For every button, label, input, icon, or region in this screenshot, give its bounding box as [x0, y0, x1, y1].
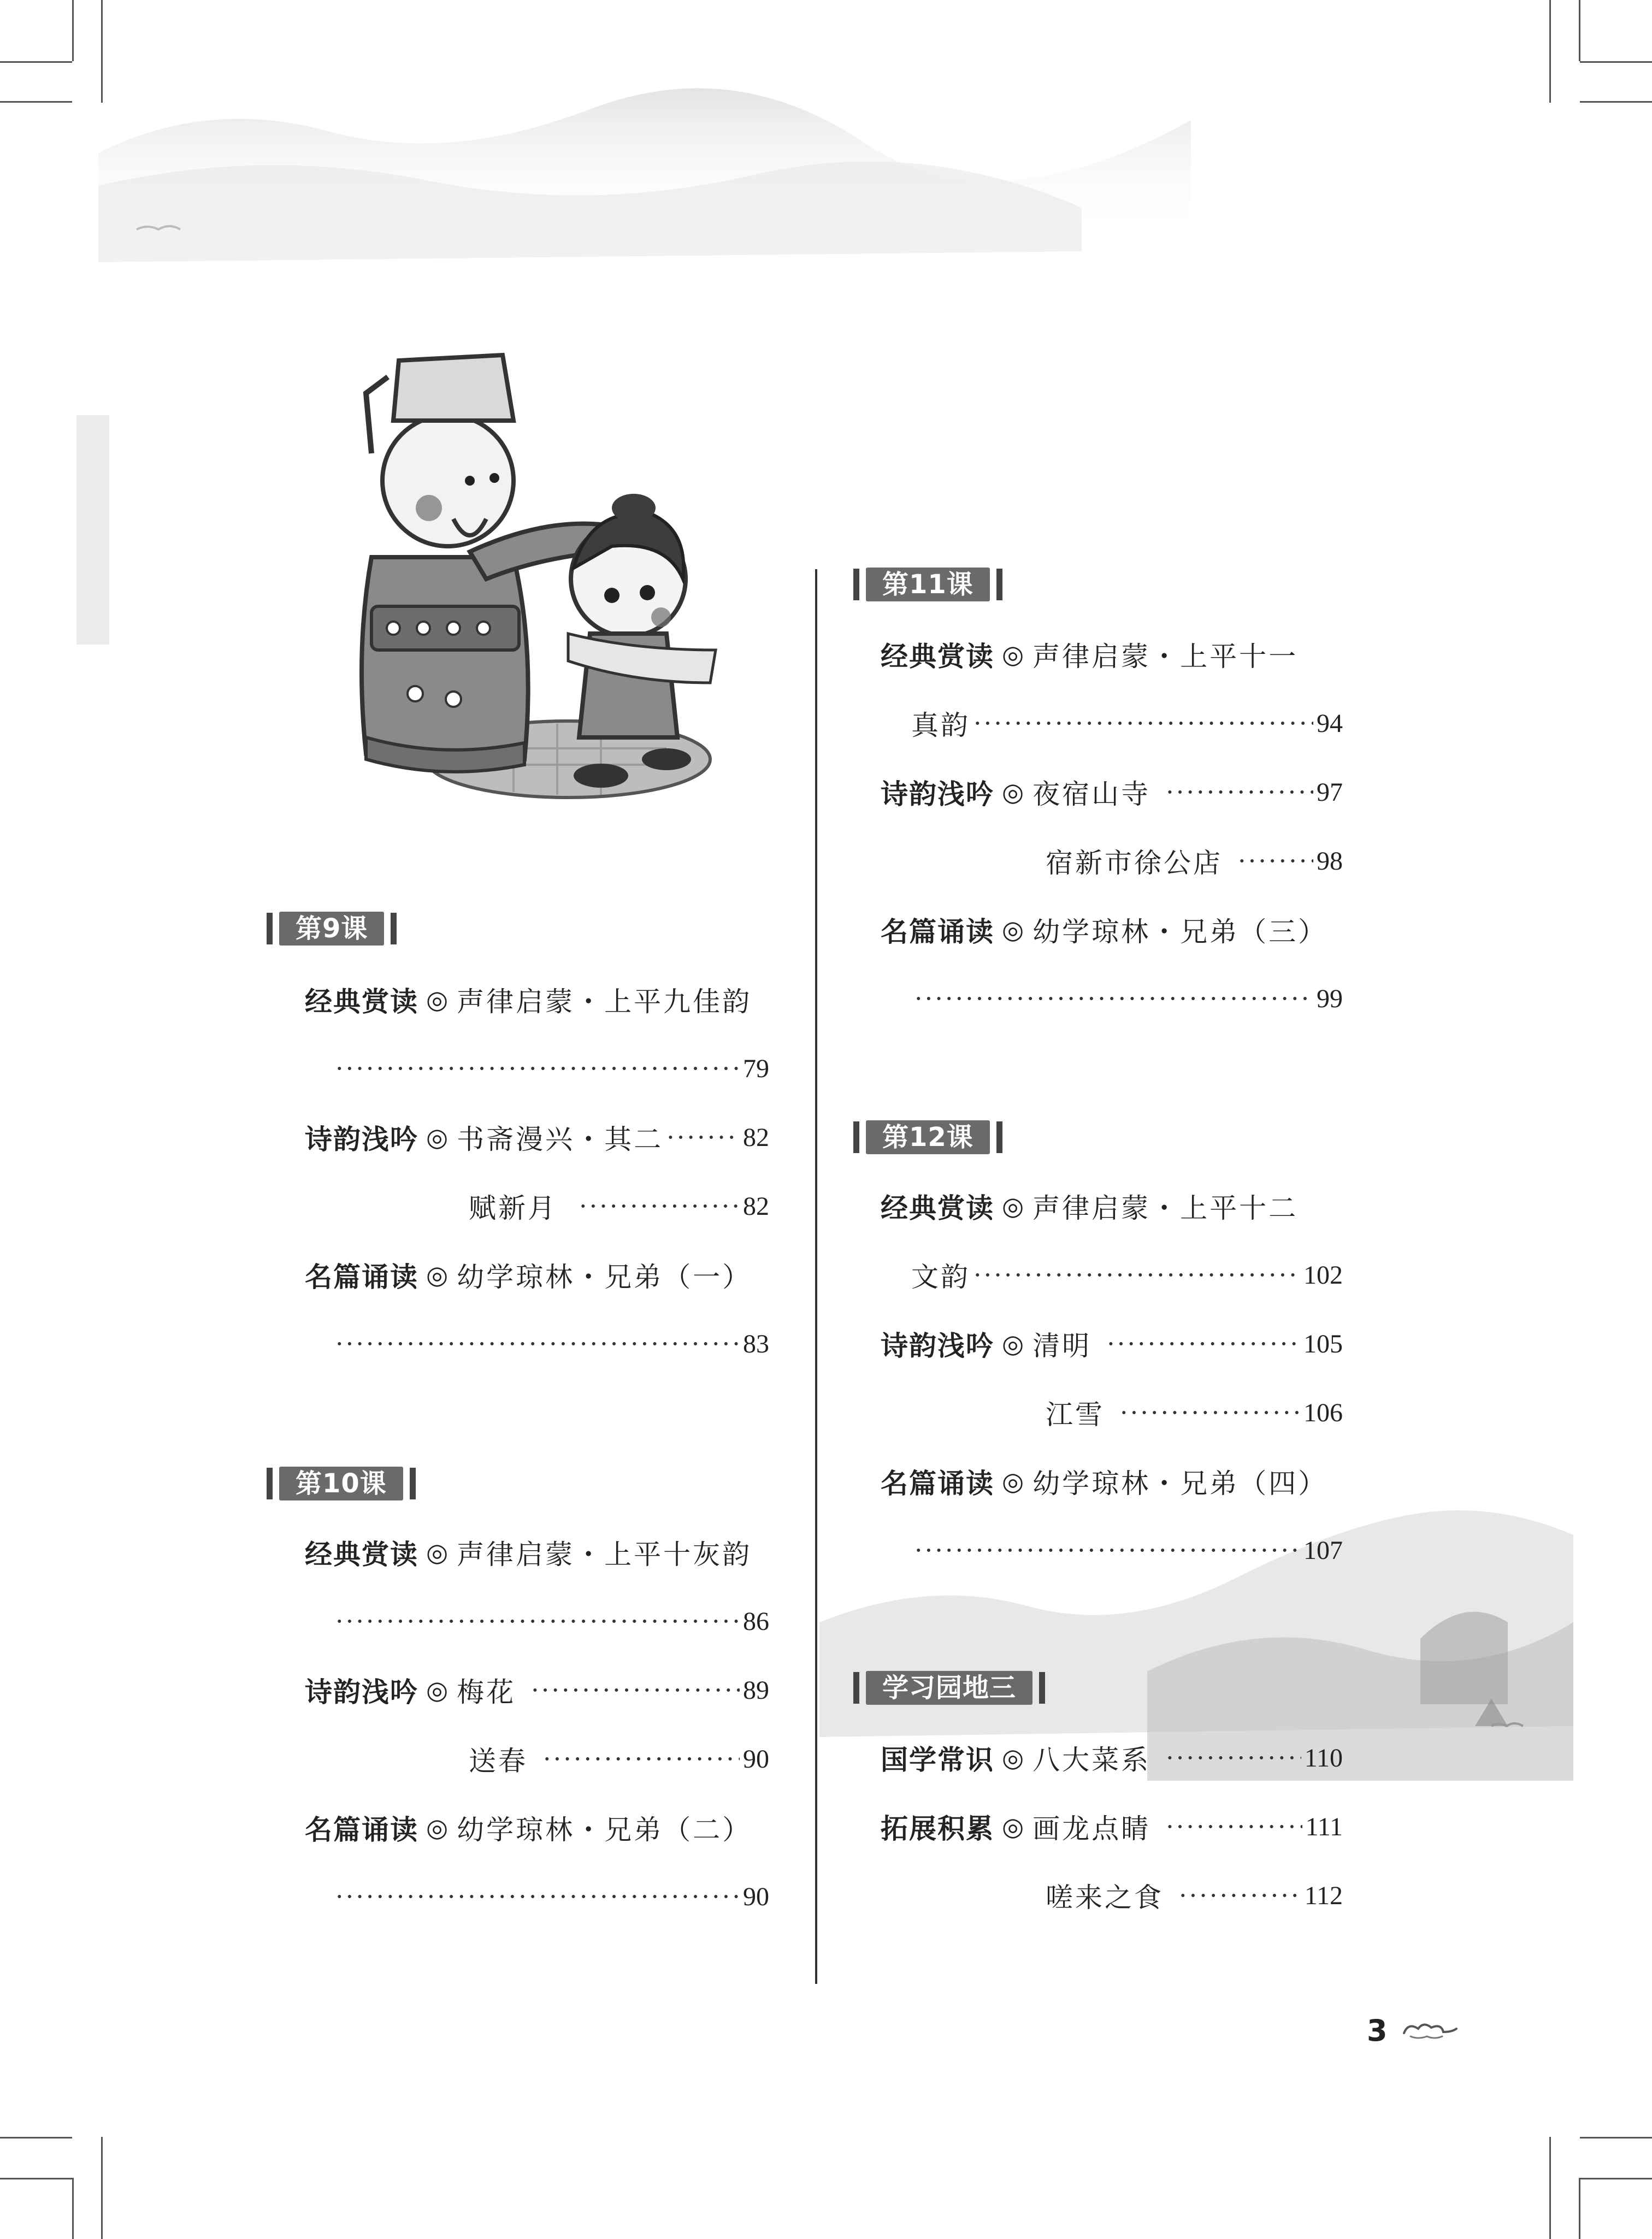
bullet-symbol: ◎ — [426, 1675, 449, 1705]
toc-entry[interactable] — [305, 1673, 769, 1708]
entry-title: 夜宿山寺 — [1032, 778, 1151, 810]
toc-entry[interactable] — [305, 1257, 769, 1292]
entry-category: 国学常识 — [881, 1744, 994, 1776]
bullet-symbol: ◎ — [1002, 777, 1024, 807]
header-bar — [853, 569, 859, 600]
entry-category: 名篇诵读 — [881, 1468, 994, 1499]
toc-entry[interactable] — [881, 775, 1343, 810]
page-ref: 97 — [1317, 777, 1343, 807]
entry-title: 江雪 — [1046, 1399, 1105, 1431]
leader-dots — [1166, 1809, 1302, 1844]
bullet-symbol: ◎ — [1002, 1743, 1024, 1773]
lesson-header-9[interactable] — [267, 911, 397, 946]
page-ref: 111 — [1305, 1812, 1343, 1841]
toc-entry[interactable] — [881, 912, 1345, 947]
toc-entry-continuation[interactable] — [911, 981, 1343, 1016]
entry-title: 嗟来之食 — [1046, 1882, 1164, 1913]
page-ref: 89 — [743, 1675, 769, 1705]
page-ref: 110 — [1304, 1743, 1343, 1773]
bullet-symbol: ◎ — [426, 1813, 449, 1842]
leader-dots — [974, 1257, 1300, 1292]
entry-title: 幼学琼林・兄弟（四） — [1032, 1468, 1328, 1499]
header-bar — [996, 1121, 1002, 1153]
entry-title: 画龙点睛 — [1032, 1813, 1151, 1845]
crop-mark-top-right — [1580, 61, 1652, 63]
entry-wrap-text: 真韵 — [911, 710, 970, 741]
toc-entry[interactable] — [469, 1189, 769, 1224]
toc-entry[interactable] — [881, 637, 1345, 672]
crop-mark-top-left-v — [72, 0, 74, 61]
column-divider — [815, 569, 817, 1984]
entry-title: 幼学琼林・兄弟（二） — [457, 1814, 752, 1846]
entry-title: 幼学琼林・兄弟（三） — [1032, 916, 1328, 948]
lesson-header-12[interactable] — [853, 1120, 1002, 1155]
entry-category: 名篇诵读 — [881, 916, 994, 948]
entry-category: 名篇诵读 — [305, 1261, 418, 1293]
toc-entry[interactable] — [305, 1810, 769, 1845]
page-ref: 82 — [743, 1191, 769, 1221]
lesson-label: 第10课 — [279, 1467, 403, 1500]
page-number: 3 — [1367, 2013, 1388, 2048]
page-ref: 86 — [743, 1606, 769, 1636]
entry-category: 诗韵浅吟 — [305, 1124, 418, 1155]
leader-dots — [335, 1326, 740, 1361]
header-bar — [1039, 1672, 1045, 1704]
toc-entry[interactable] — [881, 1740, 1343, 1775]
entry-category: 经典赏读 — [881, 1192, 994, 1224]
crop-mark-bottom-right-v — [1579, 2178, 1580, 2239]
entry-title: 书斋漫兴・其二 — [457, 1124, 664, 1155]
crop-mark-bottom-left-v — [72, 2178, 74, 2239]
leader-dots — [543, 1741, 740, 1776]
crop-mark-bottom-left — [0, 2137, 72, 2138]
leader-dots — [914, 1533, 1300, 1568]
entry-wrap-text: 文韵 — [911, 1261, 970, 1293]
entry-title: 宿新市徐公店 — [1046, 847, 1223, 879]
leader-dots — [1120, 1395, 1300, 1430]
crop-mark-bottom-right-h — [1580, 2178, 1652, 2179]
bullet-symbol: ◎ — [1002, 1329, 1024, 1358]
crop-mark-bottom-right — [1580, 2137, 1652, 2138]
leader-dots — [335, 1604, 740, 1639]
toc-entry[interactable] — [881, 1809, 1343, 1844]
bullet-symbol: ◎ — [426, 1123, 449, 1152]
leader-dots — [1166, 1740, 1301, 1775]
page-ref: 105 — [1303, 1329, 1343, 1358]
leader-dots — [1238, 843, 1313, 878]
header-bar — [996, 569, 1002, 600]
leader-dots — [914, 981, 1313, 1016]
lesson-label: 学习园地三 — [866, 1671, 1032, 1705]
toc-entry[interactable] — [881, 1189, 1345, 1224]
entry-title: 声律启蒙・上平十一 — [1032, 641, 1299, 672]
toc-entry[interactable] — [305, 1535, 769, 1570]
page-ref: 90 — [743, 1744, 769, 1774]
cloud-ornament-icon — [1400, 2018, 1460, 2043]
leader-dots — [1166, 775, 1313, 810]
header-bar — [267, 913, 273, 944]
lesson-header-study-corner-3[interactable] — [853, 1670, 1045, 1705]
entry-title: 赋新月 — [469, 1192, 557, 1224]
page-ref: 98 — [1317, 846, 1343, 876]
entry-category: 拓展积累 — [881, 1813, 994, 1845]
toc-entry-continuation[interactable] — [332, 1326, 769, 1361]
toc-entry[interactable] — [1046, 1395, 1343, 1430]
bullet-symbol: ◎ — [426, 1260, 449, 1290]
header-bar — [853, 1672, 859, 1704]
toc-entry[interactable] — [881, 1464, 1345, 1499]
page-ref: 82 — [743, 1123, 769, 1152]
toc-entry[interactable] — [305, 982, 769, 1017]
entry-title: 幼学琼林・兄弟（一） — [457, 1261, 752, 1293]
entry-category: 经典赏读 — [881, 641, 994, 672]
toc-entry[interactable] — [1046, 1878, 1343, 1913]
page-ref: 79 — [743, 1054, 769, 1083]
crop-mark-top-right-h — [1580, 101, 1652, 103]
header-bar — [853, 1121, 859, 1153]
bullet-symbol: ◎ — [1002, 915, 1024, 944]
header-bar — [391, 913, 397, 944]
page-ref: 107 — [1303, 1535, 1343, 1565]
top-ink-wash-background — [98, 66, 1191, 284]
entry-category: 诗韵浅吟 — [881, 778, 994, 810]
leader-dots — [1179, 1878, 1301, 1913]
toc-entry-continuation[interactable] — [332, 1879, 769, 1914]
left-ink-wash — [76, 415, 142, 645]
crop-mark-bottom-left-h — [0, 2178, 72, 2179]
page-ref: 102 — [1303, 1260, 1343, 1290]
entry-title: 声律启蒙・上平九佳韵 — [457, 986, 752, 1018]
bullet-symbol: ◎ — [1002, 640, 1024, 669]
header-bar — [410, 1468, 416, 1499]
lesson-label: 第9课 — [279, 912, 384, 946]
page-ref: 94 — [1317, 708, 1343, 738]
toc-entry-continuation[interactable] — [911, 706, 1343, 741]
bullet-symbol: ◎ — [426, 985, 449, 1014]
entry-title: 梅花 — [457, 1676, 516, 1708]
toc-entry-continuation[interactable] — [911, 1533, 1343, 1568]
bullet-symbol: ◎ — [1002, 1191, 1024, 1221]
bullet-symbol: ◎ — [1002, 1467, 1024, 1496]
crop-mark-top-left-h — [0, 101, 72, 103]
entry-title: 八大菜系 — [1032, 1744, 1151, 1776]
leader-dots — [531, 1673, 740, 1708]
page-ref: 106 — [1303, 1398, 1343, 1427]
toc-entry[interactable] — [305, 1120, 769, 1155]
entry-title: 清明 — [1032, 1330, 1092, 1362]
entry-category: 诗韵浅吟 — [881, 1330, 994, 1362]
crop-mark-bottom-left-b — [101, 2137, 103, 2239]
crop-mark-bottom-right-b — [1549, 2137, 1551, 2239]
leader-dots — [666, 1120, 740, 1155]
toc-entry[interactable] — [1046, 843, 1343, 878]
teacher-student-illustration — [306, 322, 743, 803]
entry-title: 声律启蒙・上平十二 — [1032, 1192, 1299, 1224]
header-bar — [267, 1468, 273, 1499]
lesson-label: 第11课 — [866, 568, 990, 601]
page-ref: 83 — [743, 1329, 769, 1358]
lesson-label: 第12课 — [866, 1120, 990, 1154]
page-ref: 112 — [1304, 1881, 1343, 1910]
bullet-symbol: ◎ — [1002, 1812, 1024, 1841]
entry-category: 名篇诵读 — [305, 1814, 418, 1846]
page-ref: 90 — [743, 1882, 769, 1911]
toc-entry-continuation[interactable] — [332, 1604, 769, 1639]
leader-dots — [335, 1879, 740, 1914]
entry-title: 声律启蒙・上平十灰韵 — [457, 1539, 752, 1570]
crop-mark-top-left — [0, 61, 72, 63]
toc-entry[interactable] — [469, 1741, 769, 1776]
entry-title: 送春 — [469, 1745, 528, 1777]
entry-category: 诗韵浅吟 — [305, 1676, 418, 1708]
entry-category: 经典赏读 — [305, 986, 418, 1018]
crop-mark-top-right-v — [1579, 0, 1580, 61]
leader-dots — [579, 1189, 740, 1224]
bullet-symbol: ◎ — [426, 1538, 449, 1567]
leader-dots — [974, 706, 1313, 741]
crop-mark-top-right-b — [1549, 0, 1551, 103]
leader-dots — [1107, 1326, 1300, 1361]
lesson-header-10[interactable] — [267, 1466, 416, 1501]
lesson-header-11[interactable] — [853, 567, 1002, 602]
page-ref: 99 — [1317, 984, 1343, 1013]
leader-dots — [335, 1051, 740, 1086]
toc-entry[interactable] — [881, 1326, 1343, 1361]
toc-entry-continuation[interactable] — [911, 1257, 1343, 1292]
entry-category: 经典赏读 — [305, 1539, 418, 1570]
toc-entry-continuation[interactable] — [332, 1051, 769, 1086]
